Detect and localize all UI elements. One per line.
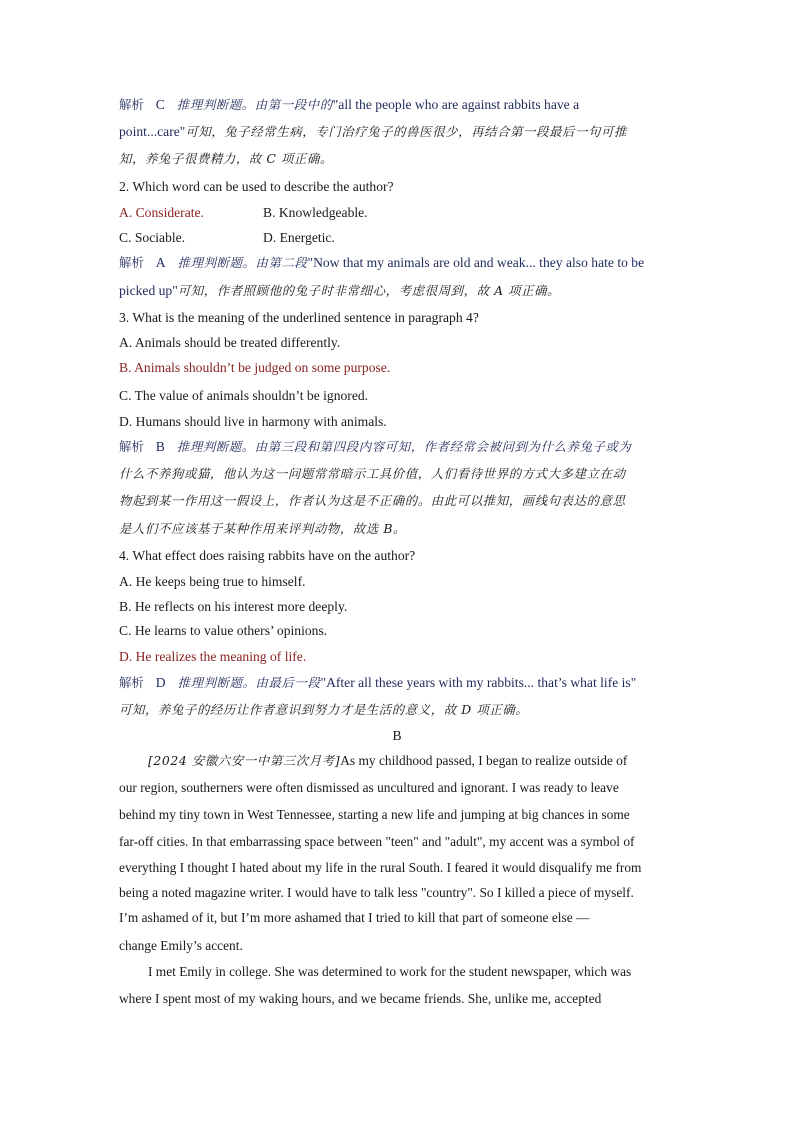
analysis-text-cn: 推理判断题。由第一段中的 [176,97,333,112]
analysis-text-cn: 物起到某一作用这一假设上，作者认为这是不正确的。由此可以推知，画线句表达的意思 [119,493,626,508]
analysis-text-en: "After all these years with my rabbits... that’s what life is" [320,675,637,690]
analysis-text-cn: 可知，养兔子的经历让作者意识到努力才是生活的意义，故 D 项正确。 [119,702,529,717]
answer-letter: C [155,97,165,112]
passage-line: our region, southerners were often dismissed as uncultured and ignorant. I was ready to leave [119,780,619,795]
q3-option-d: D. Humans should live in harmony with animals. [119,414,387,429]
analysis-text-en: "all the people who are against rabbits have a [332,97,580,112]
passage-line [148,752,627,770]
q3-analysis-line2 [119,465,626,483]
q3-option-b: B. Animals shouldn’t be judged on some purpose. [119,360,391,375]
q4-analysis-line2 [119,701,528,719]
passage-line: I met Emily in college. She was determined to work for the student newspaper, which was [148,964,632,979]
answer-letter: D [155,675,166,690]
analysis-text-cn: 推理判断题。由第三段和第四段内容可知，作者经常会被问到为什么养兔子或为 [176,439,632,454]
passage-line: where I spent most of my waking hours, and we became friends. She, unlike me, accepted [119,991,602,1006]
q4-option-d: D. He realizes the meaning of life. [119,649,307,664]
passage-line: change Emily’s accent. [119,938,243,953]
q2-analysis-line1 [119,254,644,272]
analysis-text-cn: 推理判断题。由最后一段 [177,675,321,690]
analysis-label: 解析 [119,675,144,690]
q2-option-a: A. Considerate. [119,205,204,220]
q3-stem: 3. What is the meaning of the underlined sentence in paragraph 4? [119,310,479,325]
q3-analysis-line4 [119,520,406,538]
section-heading: B [392,728,402,743]
q1-analysis-line1 [119,96,579,114]
passage-line: far-off cities. In that embarrassing space between "teen" and "adult", my accent was a symbol of [119,834,635,849]
q3-option-a: A. Animals should be treated differently. [119,335,341,350]
q2-stem: 2. Which word can be used to describe the author? [119,179,394,194]
q2-option-c: C. Sociable. [119,230,186,245]
analysis-text-cn: 是人们不应该基于某种作用来评判动物，故选 B。 [119,521,407,536]
passage-line: being a noted magazine writer. I would have to talk less "country". So I killed a piece of myself. [119,885,634,900]
q3-analysis-line3 [119,492,626,510]
answer-letter: A [155,255,166,270]
analysis-text-en: point...care" [119,124,186,139]
q4-option-c: C. He learns to value others’ opinions. [119,623,328,638]
analysis-label: 解析 [119,439,144,454]
passage-text: As my childhood passed, I began to realize outside of [340,753,628,768]
passage-line: I’m ashamed of it, but I’m more ashamed that I tried to kill that part of someone else — [119,910,590,925]
q2-option-d: D. Energetic. [263,230,335,245]
q1-analysis-line3 [119,150,333,168]
analysis-text-cn: 什么不养狗或猫，他认为这一问题常常暗示工具价值，人们看待世界的方式大多建立在动 [119,466,626,481]
analysis-label: 解析 [119,255,144,270]
passage-line: everything I thought I hated about my life in the rural South. I feared it would disqualify me from [119,860,642,875]
q4-analysis-line1 [119,674,636,692]
analysis-text-en: "Now that my animals are old and weak... they also hate to be [307,255,645,270]
passage-line: behind my tiny town in West Tennessee, starting a new life and jumping at big chances in some [119,807,630,822]
q4-option-b: B. He reflects on his interest more deeply. [119,599,348,614]
analysis-text-en: picked up" [119,283,178,298]
analysis-label: 解析 [119,97,144,112]
q2-analysis-line2 [119,282,560,300]
analysis-text-cn: 推理判断题。由第二段 [177,255,308,270]
q3-option-c: C. The value of animals shouldn’t be ignored. [119,388,369,403]
q4-stem: 4. What effect does raising rabbits have on the author? [119,548,416,563]
q2-option-b: B. Knowledgeable. [263,205,368,220]
answer-letter: B [155,439,165,454]
analysis-text-cn: 知，养兔子很费精力，故 C 项正确。 [119,151,334,166]
q3-analysis-line1 [119,438,632,456]
q4-option-a: A. He keeps being true to himself. [119,574,306,589]
passage-source: [2024 安徽六安一中第三次月考] [148,753,341,768]
analysis-text-cn: 可知，作者照顾他的兔子时非常细心，考虑很周到，故 A 项正确。 [177,283,561,298]
analysis-text-cn: 可知，兔子经常生病，专门治疗兔子的兽医很少，再结合第一段最后一句可推 [185,124,628,139]
q1-analysis-line2 [119,123,627,141]
